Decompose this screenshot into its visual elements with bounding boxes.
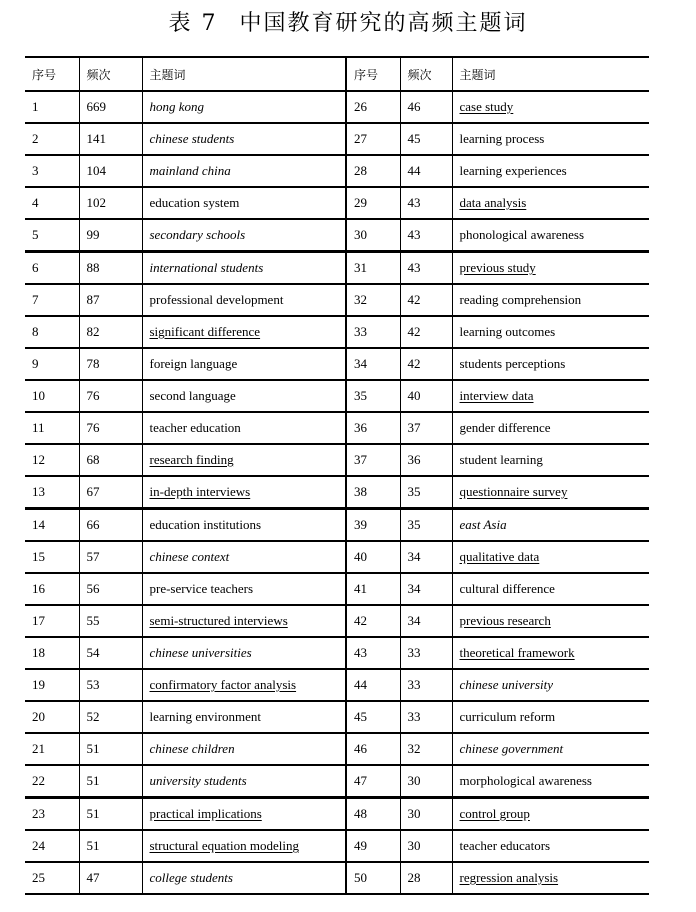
term-cell-left: research finding bbox=[142, 444, 346, 476]
frequency-cell-left: 47 bbox=[79, 862, 142, 894]
index-cell-right: 45 bbox=[346, 701, 400, 733]
frequency-cell-left: 67 bbox=[79, 476, 142, 509]
frequency-cell-right: 42 bbox=[400, 348, 452, 380]
frequency-cell-left: 66 bbox=[79, 509, 142, 542]
table-row bbox=[25, 444, 649, 476]
term-cell-left: international students bbox=[142, 252, 346, 285]
table-row bbox=[25, 669, 649, 701]
table-row bbox=[25, 91, 649, 123]
frequency-cell-left: 82 bbox=[79, 316, 142, 348]
index-cell-left: 18 bbox=[25, 637, 79, 669]
index-cell-right: 33 bbox=[346, 316, 400, 348]
term-cell-left: significant difference bbox=[142, 316, 346, 348]
term-cell-left: practical implications bbox=[142, 798, 346, 831]
frequency-cell-left: 76 bbox=[79, 412, 142, 444]
index-cell-left: 7 bbox=[25, 284, 79, 316]
term-cell-right: previous study bbox=[452, 252, 649, 285]
frequency-cell-right: 44 bbox=[400, 155, 452, 187]
term-cell-left: chinese universities bbox=[142, 637, 346, 669]
term-cell-right: reading comprehension bbox=[452, 284, 649, 316]
term-cell-right: theoretical framework bbox=[452, 637, 649, 669]
index-cell-right: 41 bbox=[346, 573, 400, 605]
table-row bbox=[25, 573, 649, 605]
frequency-cell-right: 42 bbox=[400, 316, 452, 348]
frequency-cell-right: 37 bbox=[400, 412, 452, 444]
index-cell-left: 21 bbox=[25, 733, 79, 765]
term-cell-right: learning process bbox=[452, 123, 649, 155]
frequency-cell-left: 51 bbox=[79, 733, 142, 765]
index-cell-left: 14 bbox=[25, 509, 79, 542]
header-frequency-right: 频次 bbox=[400, 57, 452, 91]
frequency-cell-right: 30 bbox=[400, 798, 452, 831]
table-row bbox=[25, 733, 649, 765]
term-cell-left: structural equation modeling bbox=[142, 830, 346, 862]
frequency-cell-left: 51 bbox=[79, 765, 142, 798]
frequency-cell-left: 102 bbox=[79, 187, 142, 219]
index-cell-right: 46 bbox=[346, 733, 400, 765]
frequency-cell-left: 76 bbox=[79, 380, 142, 412]
index-cell-right: 36 bbox=[346, 412, 400, 444]
term-cell-right: teacher educators bbox=[452, 830, 649, 862]
frequency-cell-right: 30 bbox=[400, 830, 452, 862]
frequency-cell-right: 43 bbox=[400, 187, 452, 219]
keyword-frequency-table bbox=[25, 56, 649, 895]
table-row bbox=[25, 541, 649, 573]
index-cell-right: 43 bbox=[346, 637, 400, 669]
term-cell-left: pre-service teachers bbox=[142, 573, 346, 605]
frequency-cell-right: 28 bbox=[400, 862, 452, 894]
frequency-cell-left: 99 bbox=[79, 219, 142, 252]
header-term-right: 主题词 bbox=[452, 57, 649, 91]
term-cell-left: education system bbox=[142, 187, 346, 219]
frequency-cell-right: 40 bbox=[400, 380, 452, 412]
term-cell-right: learning experiences bbox=[452, 155, 649, 187]
frequency-cell-right: 43 bbox=[400, 219, 452, 252]
term-cell-right: qualitative data bbox=[452, 541, 649, 573]
frequency-cell-right: 30 bbox=[400, 765, 452, 798]
term-cell-right: cultural difference bbox=[452, 573, 649, 605]
table-row bbox=[25, 798, 649, 831]
term-cell-right: chinese government bbox=[452, 733, 649, 765]
term-cell-left: learning environment bbox=[142, 701, 346, 733]
term-cell-right: student learning bbox=[452, 444, 649, 476]
frequency-cell-right: 35 bbox=[400, 509, 452, 542]
header-index-right: 序号 bbox=[346, 57, 400, 91]
index-cell-right: 29 bbox=[346, 187, 400, 219]
term-cell-right: east Asia bbox=[452, 509, 649, 542]
frequency-cell-left: 87 bbox=[79, 284, 142, 316]
frequency-cell-left: 51 bbox=[79, 830, 142, 862]
index-cell-left: 17 bbox=[25, 605, 79, 637]
frequency-cell-right: 34 bbox=[400, 573, 452, 605]
index-cell-right: 39 bbox=[346, 509, 400, 542]
table-row bbox=[25, 348, 649, 380]
table-row bbox=[25, 412, 649, 444]
term-cell-right: interview data bbox=[452, 380, 649, 412]
header-term-left: 主题词 bbox=[142, 57, 346, 91]
term-cell-left: college students bbox=[142, 862, 346, 894]
frequency-cell-right: 33 bbox=[400, 637, 452, 669]
index-cell-left: 24 bbox=[25, 830, 79, 862]
index-cell-right: 44 bbox=[346, 669, 400, 701]
term-cell-left: confirmatory factor analysis bbox=[142, 669, 346, 701]
frequency-cell-left: 51 bbox=[79, 798, 142, 831]
table-row bbox=[25, 509, 649, 542]
index-cell-right: 31 bbox=[346, 252, 400, 285]
table-row bbox=[25, 605, 649, 637]
index-cell-left: 4 bbox=[25, 187, 79, 219]
table-row bbox=[25, 862, 649, 894]
table-row bbox=[25, 155, 649, 187]
frequency-cell-left: 669 bbox=[79, 91, 142, 123]
table-title bbox=[0, 6, 696, 42]
frequency-cell-right: 36 bbox=[400, 444, 452, 476]
term-cell-right: regression analysis bbox=[452, 862, 649, 894]
index-cell-right: 38 bbox=[346, 476, 400, 509]
table-body bbox=[25, 91, 649, 894]
term-cell-right: students perceptions bbox=[452, 348, 649, 380]
header-frequency-left: 频次 bbox=[79, 57, 142, 91]
index-cell-left: 6 bbox=[25, 252, 79, 285]
frequency-cell-right: 33 bbox=[400, 701, 452, 733]
index-cell-left: 1 bbox=[25, 91, 79, 123]
table-row bbox=[25, 284, 649, 316]
term-cell-left: in-depth interviews bbox=[142, 476, 346, 509]
term-cell-left: education institutions bbox=[142, 509, 346, 542]
index-cell-left: 8 bbox=[25, 316, 79, 348]
index-cell-left: 9 bbox=[25, 348, 79, 380]
index-cell-right: 28 bbox=[346, 155, 400, 187]
table-row bbox=[25, 252, 649, 285]
term-cell-right: gender difference bbox=[452, 412, 649, 444]
index-cell-left: 23 bbox=[25, 798, 79, 831]
term-cell-right: control group bbox=[452, 798, 649, 831]
index-cell-left: 20 bbox=[25, 701, 79, 733]
frequency-cell-left: 55 bbox=[79, 605, 142, 637]
table-row bbox=[25, 187, 649, 219]
index-cell-left: 5 bbox=[25, 219, 79, 252]
term-cell-left: chinese students bbox=[142, 123, 346, 155]
frequency-cell-right: 46 bbox=[400, 91, 452, 123]
table-row bbox=[25, 219, 649, 252]
table-row bbox=[25, 123, 649, 155]
index-cell-right: 47 bbox=[346, 765, 400, 798]
frequency-cell-left: 68 bbox=[79, 444, 142, 476]
term-cell-left: teacher education bbox=[142, 412, 346, 444]
table-row bbox=[25, 380, 649, 412]
frequency-cell-left: 53 bbox=[79, 669, 142, 701]
index-cell-right: 50 bbox=[346, 862, 400, 894]
index-cell-left: 15 bbox=[25, 541, 79, 573]
frequency-cell-right: 34 bbox=[400, 541, 452, 573]
table-row bbox=[25, 830, 649, 862]
frequency-cell-left: 54 bbox=[79, 637, 142, 669]
term-cell-left: chinese context bbox=[142, 541, 346, 573]
index-cell-left: 12 bbox=[25, 444, 79, 476]
frequency-cell-left: 104 bbox=[79, 155, 142, 187]
term-cell-left: university students bbox=[142, 765, 346, 798]
term-cell-right: curriculum reform bbox=[452, 701, 649, 733]
term-cell-left: second language bbox=[142, 380, 346, 412]
index-cell-right: 49 bbox=[346, 830, 400, 862]
index-cell-left: 16 bbox=[25, 573, 79, 605]
term-cell-right: previous research bbox=[452, 605, 649, 637]
frequency-cell-right: 32 bbox=[400, 733, 452, 765]
index-cell-right: 27 bbox=[346, 123, 400, 155]
frequency-cell-right: 43 bbox=[400, 252, 452, 285]
term-cell-right: morphological awareness bbox=[452, 765, 649, 798]
index-cell-right: 32 bbox=[346, 284, 400, 316]
term-cell-left: hong kong bbox=[142, 91, 346, 123]
term-cell-right: learning outcomes bbox=[452, 316, 649, 348]
index-cell-right: 42 bbox=[346, 605, 400, 637]
index-cell-left: 25 bbox=[32, 870, 45, 885]
term-cell-left: chinese children bbox=[142, 733, 346, 765]
term-cell-left: professional development bbox=[142, 284, 346, 316]
index-cell-left: 3 bbox=[25, 155, 79, 187]
frequency-cell-right: 34 bbox=[400, 605, 452, 637]
frequency-cell-right: 35 bbox=[400, 476, 452, 509]
table-row bbox=[25, 637, 649, 669]
table-row bbox=[25, 765, 649, 798]
header-row bbox=[25, 57, 649, 91]
index-cell-right: 35 bbox=[346, 380, 400, 412]
index-cell-right: 37 bbox=[346, 444, 400, 476]
frequency-cell-left: 57 bbox=[79, 541, 142, 573]
index-cell-right: 40 bbox=[346, 541, 400, 573]
term-cell-left: mainland china bbox=[142, 155, 346, 187]
index-cell-left: 10 bbox=[25, 380, 79, 412]
frequency-cell-left: 78 bbox=[79, 348, 142, 380]
term-cell-right: data analysis bbox=[452, 187, 649, 219]
index-cell-right: 34 bbox=[346, 348, 400, 380]
term-cell-left: semi-structured interviews bbox=[142, 605, 346, 637]
frequency-cell-left: 52 bbox=[79, 701, 142, 733]
frequency-cell-left: 56 bbox=[79, 573, 142, 605]
term-cell-right: case study bbox=[452, 91, 649, 123]
frequency-cell-right: 42 bbox=[400, 284, 452, 316]
header-index-left: 序号 bbox=[25, 57, 79, 91]
frequency-cell-left: 88 bbox=[79, 252, 142, 285]
index-cell-right: 48 bbox=[346, 798, 400, 831]
term-cell-left: foreign language bbox=[142, 348, 346, 380]
index-cell-left: 2 bbox=[25, 123, 79, 155]
index-cell-left: 11 bbox=[25, 412, 79, 444]
term-cell-right: questionnaire survey bbox=[452, 476, 649, 509]
term-cell-right: chinese university bbox=[452, 669, 649, 701]
frequency-cell-left: 141 bbox=[79, 123, 142, 155]
frequency-cell-right: 45 bbox=[400, 123, 452, 155]
term-cell-right: phonological awareness bbox=[452, 219, 649, 252]
index-cell-left: 13 bbox=[25, 476, 79, 509]
frequency-cell-right: 33 bbox=[400, 669, 452, 701]
table-row bbox=[25, 476, 649, 509]
index-cell-left: 22 bbox=[25, 765, 79, 798]
index-cell-right: 26 bbox=[346, 91, 400, 123]
table-number: 表 7 bbox=[168, 11, 218, 36]
index-cell-left: 19 bbox=[25, 669, 79, 701]
index-cell-right: 30 bbox=[346, 219, 400, 252]
table-row bbox=[25, 701, 649, 733]
table-caption: 中国教育研究的高频主题词 bbox=[239, 11, 528, 36]
table-row bbox=[25, 316, 649, 348]
term-cell-left: secondary schools bbox=[142, 219, 346, 252]
